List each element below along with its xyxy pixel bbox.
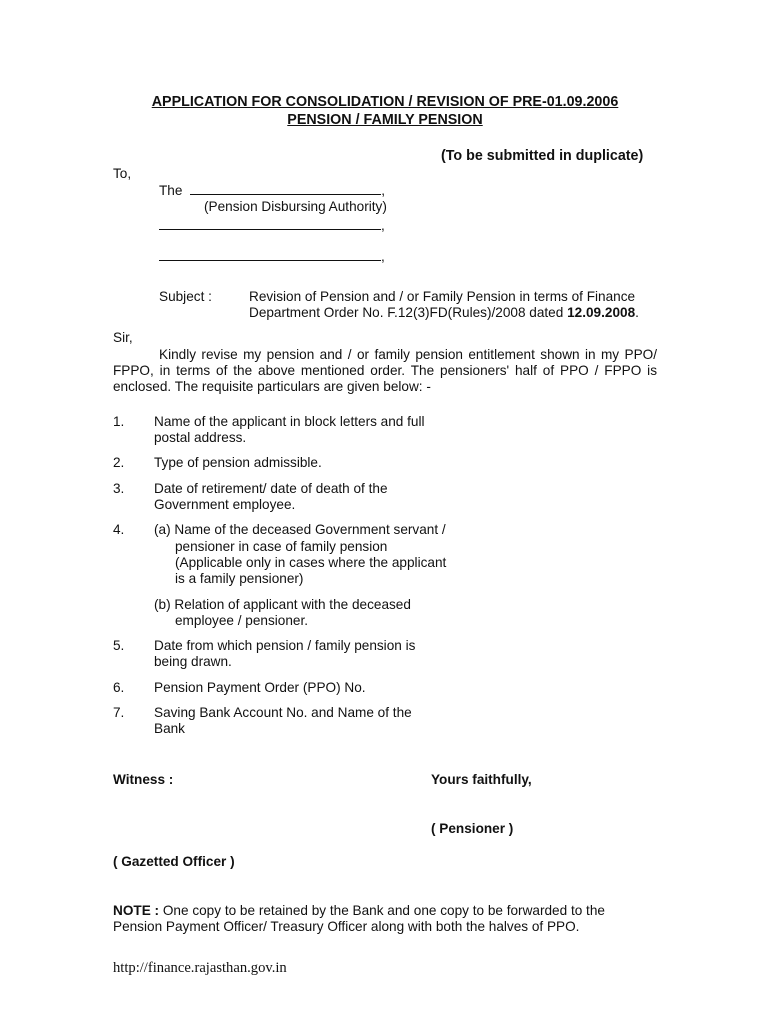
footer-url[interactable]: http://finance.rajasthan.gov.in [113,960,287,976]
witness-label: Witness : [113,772,174,787]
subject-date: 12.09.2008 [567,305,636,320]
body-line-1: Kindly revise my pension and / or family pension entitlement shown in my PPO/ [159,347,657,362]
address-line-1: , [159,217,385,234]
addressee-blank[interactable] [190,182,381,195]
note-line-2: Pension Payment Officer/ Treasury Officer along with both the halves of PPO. [113,919,580,934]
the-label: The [159,183,183,198]
subject-line-2: Department Order No. F.12(3)FD(Rules)/2008 dated 12.09.2008. [249,305,639,320]
duplicate-note: (To be submitted in duplicate) [441,148,644,164]
subject-label: Subject : [159,289,212,304]
addressee-line: The , [159,183,385,198]
title-line-1: APPLICATION FOR CONSOLIDATION / REVISION OF PRE-01.09.2006 [151,94,619,110]
address-blank-2[interactable] [159,248,381,261]
body-line-2: FPPO, in terms of the above mentioned order. The pensioners' half of PPO / FPPO is [113,363,657,378]
authority-label: (Pension Disbursing Authority) [204,199,387,214]
title-line-2: PENSION / FAMILY PENSION [287,112,483,128]
note-label: NOTE : [113,903,160,918]
yours-faithfully: Yours faithfully, [431,772,532,787]
to-label: To, [113,166,132,181]
body-line-3: enclosed. The requisite particulars are given below: - [113,379,431,394]
subject-line-1: Revision of Pension and / or Family Pension in terms of Finance [249,289,636,304]
salutation: Sir, [113,330,133,345]
pensioner-label: ( Pensioner ) [431,821,514,836]
gazetted-officer-label: ( Gazetted Officer ) [113,854,235,869]
address-blank-1[interactable] [159,217,381,230]
address-line-2: , [159,248,385,265]
note-line-1: NOTE : One copy to be retained by the Bank and one copy to be forwarded to the [113,903,605,918]
